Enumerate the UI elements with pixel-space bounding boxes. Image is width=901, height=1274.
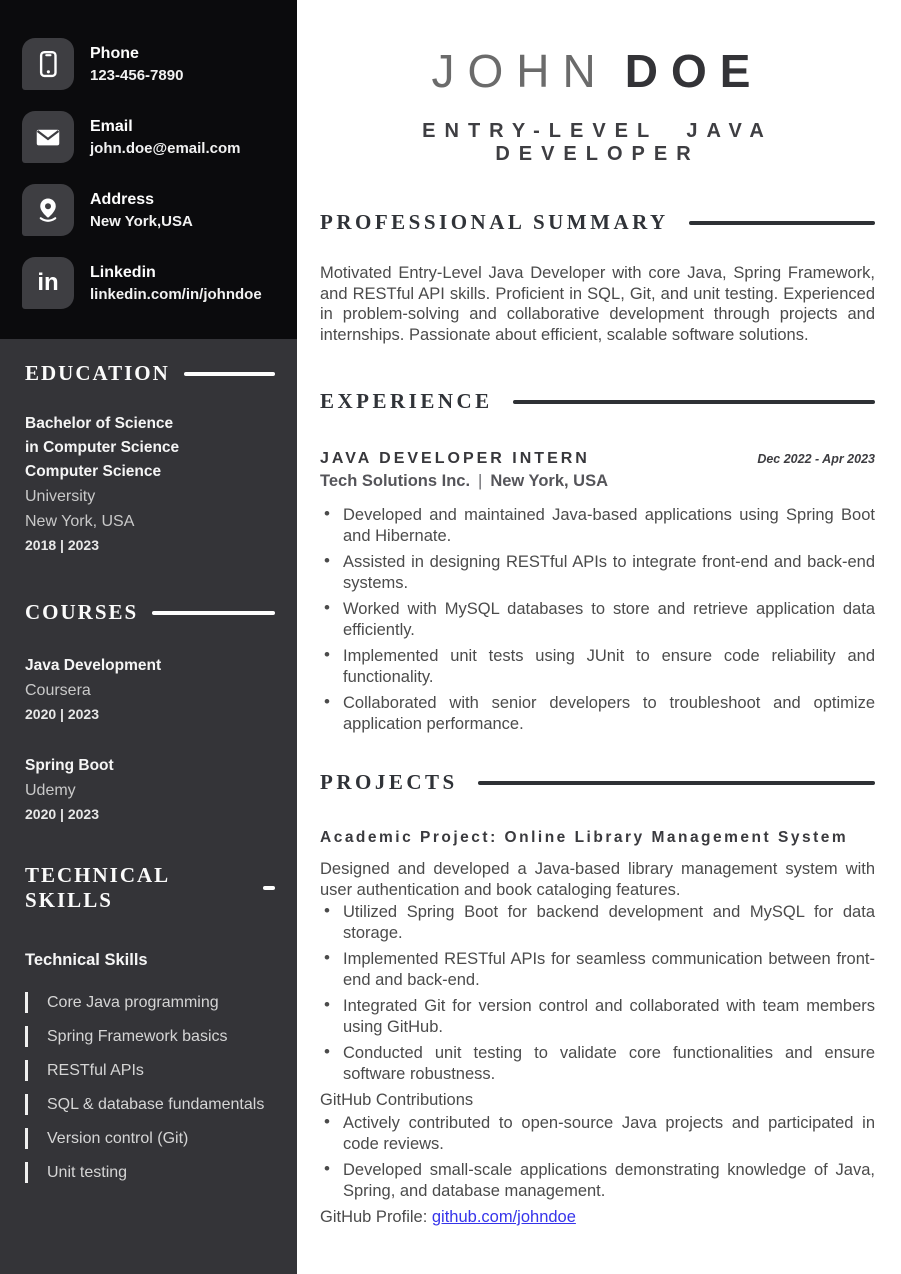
education-heading <box>25 361 275 386</box>
sidebar <box>0 0 297 1274</box>
heading-rule <box>184 372 275 376</box>
project-bullet: • Conducted unit testing to validate core functionalities and ensure software robustness. <box>320 1043 875 1084</box>
email-icon <box>22 111 74 163</box>
github-bullet: • Developed small-scale applications demonstrating knowledge of Java, Spring, and database management. <box>320 1160 875 1201</box>
linkedin-icon: in <box>22 257 74 309</box>
experience-bullet: • Developed and maintained Java-based applications using Spring Boot and Hibernate. <box>320 505 875 546</box>
education-heading-label: EDUCATION <box>25 361 170 385</box>
experience-bullet: • Assisted in designing RESTful APIs to integrate front-end and back-end systems. <box>320 552 875 593</box>
heading-rule <box>689 221 875 225</box>
contact-value: New York,USA <box>90 212 193 230</box>
experience-bullet: • Worked with MySQL databases to store and retrieve application data efficiently. <box>320 599 875 640</box>
contact-item-phone <box>22 38 279 90</box>
skill-item: Spring Framework basics <box>25 1026 275 1047</box>
project-description: Designed and developed a Java-based library management system with user authentication and book cataloging features. <box>320 860 875 899</box>
skill-item: RESTful APIs <box>25 1060 275 1081</box>
project-bullet: • Utilized Spring Boot for backend development and MySQL for data storage. <box>320 902 875 943</box>
education-years: 2018 | 2023 <box>25 537 99 553</box>
role-title: ENTRY-LEVEL JAVA DEVELOPER <box>422 120 773 165</box>
summary-heading <box>320 210 875 235</box>
course-years: 2020 | 2023 <box>25 706 99 722</box>
skills-subheading: Technical Skills <box>25 951 148 969</box>
contact-item-address <box>22 184 279 236</box>
heading-rule <box>478 781 875 785</box>
separator: | <box>478 472 483 490</box>
contact-value: john.doe@email.com <box>90 139 241 157</box>
contact-value: linkedin.com/in/johndoe <box>90 285 262 303</box>
github-profile-label: GitHub Profile: <box>320 1208 432 1226</box>
last-name: DOE <box>624 45 764 97</box>
job-location: New York, USA <box>490 472 609 490</box>
course-name: Spring Boot <box>25 757 114 774</box>
education-section <box>0 339 297 556</box>
skills-heading <box>25 863 275 913</box>
courses-heading <box>25 600 275 625</box>
company-name: Tech Solutions Inc. <box>320 472 471 490</box>
phone-icon <box>22 38 74 90</box>
experience-bullet: • Collaborated with senior developers to troubleshoot and optimize application performance. <box>320 693 875 734</box>
project-bullets <box>320 902 875 1084</box>
course-item <box>25 654 275 725</box>
candidate-name <box>320 44 875 98</box>
courses-heading-label: COURSES <box>25 600 139 624</box>
project-bullet: • Implemented RESTful APIs for seamless communication between front-end and back-end. <box>320 949 875 990</box>
course-years: 2020 | 2023 <box>25 806 99 822</box>
heading-rule <box>513 400 875 404</box>
courses-section <box>0 556 297 825</box>
experience-heading <box>320 389 875 414</box>
skill-item: Core Java programming <box>25 992 275 1013</box>
heading-rule <box>152 611 275 615</box>
experience-bullets <box>320 505 875 734</box>
contact-label: Email <box>90 117 133 135</box>
first-name: JOHN <box>431 45 609 97</box>
skill-item: Unit testing <box>25 1162 275 1183</box>
skill-item: Version control (Git) <box>25 1128 275 1149</box>
course-item <box>25 754 275 825</box>
experience-heading-label: EXPERIENCE <box>320 389 493 413</box>
job-header <box>320 450 875 468</box>
skills-heading-label: TECHNICAL SKILLS <box>25 863 170 912</box>
degree-line: Bachelor of Science <box>25 415 174 432</box>
job-title: JAVA DEVELOPER INTERN <box>320 450 590 467</box>
skills-section <box>0 825 297 1196</box>
contact-item-email <box>22 111 279 163</box>
github-profile-row <box>320 1207 875 1228</box>
address-icon <box>22 184 74 236</box>
github-bullets <box>320 1113 875 1201</box>
contact-item-linkedin <box>22 257 279 309</box>
institution: University <box>25 488 96 505</box>
contact-label: Linkedin <box>90 263 156 281</box>
heading-rule <box>263 886 275 890</box>
project-title: Academic Project: Online Library Management System <box>320 829 849 846</box>
degree-line: in Computer Science <box>25 439 180 456</box>
contact-label: Address <box>90 190 155 208</box>
job-dates: Dec 2022 - Apr 2023 <box>757 452 875 466</box>
contact-label: Phone <box>90 44 139 62</box>
projects-heading <box>320 770 875 795</box>
field-line: Computer Science <box>25 463 162 480</box>
contact-value: 123-456-7890 <box>90 66 184 84</box>
experience-bullet: • Implemented unit tests using JUnit to ensure code reliability and functionality. <box>320 646 875 687</box>
github-contributions-label: GitHub Contributions <box>320 1091 474 1109</box>
company-row <box>320 472 875 491</box>
github-bullet: • Actively contributed to open-source Java projects and participated in code reviews. <box>320 1113 875 1154</box>
course-provider: Udemy <box>25 782 76 799</box>
contact-block <box>0 0 297 339</box>
summary-heading-label: PROFESSIONAL SUMMARY <box>320 210 669 234</box>
project-bullet: • Integrated Git for version control and collaborated with team members using GitHub. <box>320 996 875 1037</box>
skills-list <box>25 992 275 1183</box>
skill-item: SQL & database fundamentals <box>25 1094 275 1115</box>
main-content <box>297 0 901 1274</box>
course-name: Java Development <box>25 657 162 674</box>
education-location: New York, USA <box>25 513 135 530</box>
summary-text: Motivated Entry-Level Java Developer with core Java, Spring Framework, and RESTful API skills. Proficient in SQL, Git, and unit testing. Experienced in problem-solving and collaborative development through projects and internships. Passionate about efficient, scalable software solutions. <box>320 264 875 344</box>
github-profile-link[interactable]: github.com/johndoe <box>431 1208 576 1226</box>
course-provider: Coursera <box>25 682 91 699</box>
projects-heading-label: PROJECTS <box>320 770 458 794</box>
